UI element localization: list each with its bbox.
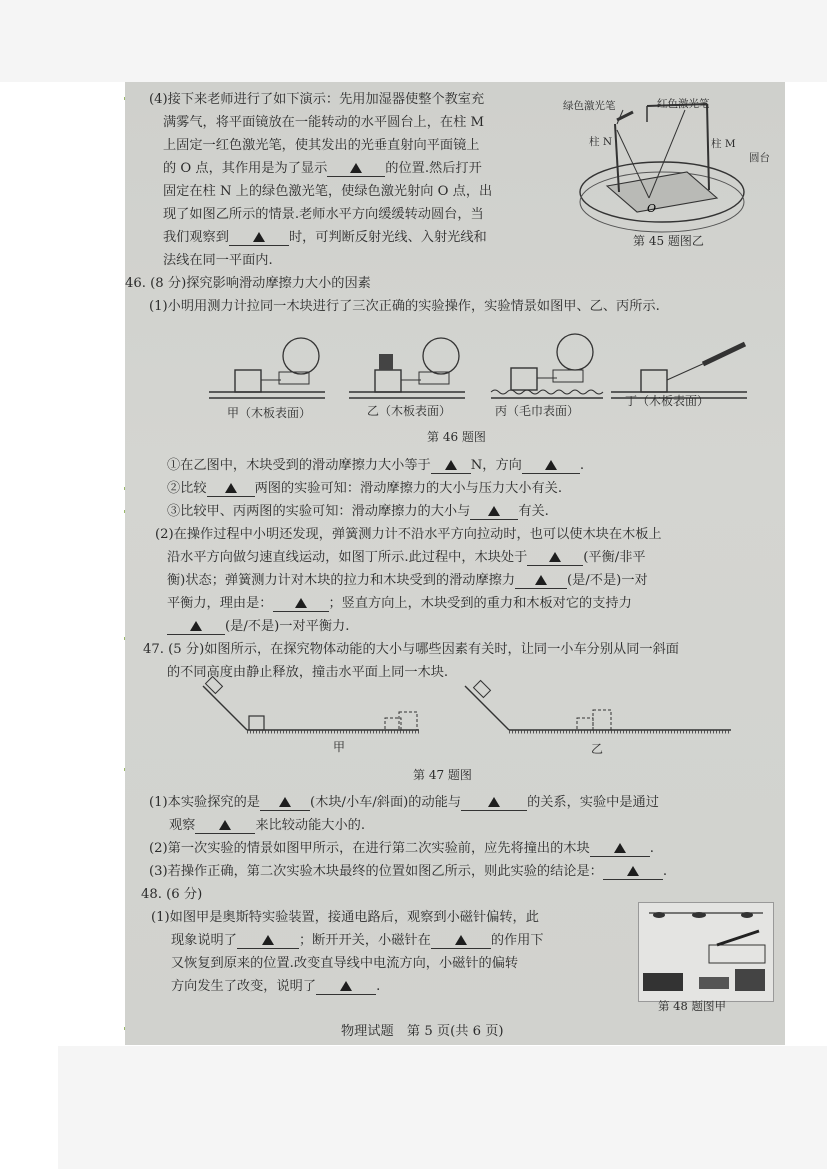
q46-text: (平衡/非平 <box>583 550 646 565</box>
q47-label-a: 甲 <box>333 740 346 754</box>
q47-text: . <box>662 864 668 879</box>
q46-text: ③比较甲、丙两图的实验可知：滑动摩擦力的大小与 <box>167 504 471 519</box>
q45-line-5: 固定在柱 N 上的绿色激光笔，使绿色激光射向 O 点，出 <box>163 184 493 199</box>
q48-text: 的作用下 <box>490 933 544 948</box>
answer-triangle-icon <box>614 843 626 853</box>
setup-b <box>349 338 465 398</box>
answer-triangle-icon <box>340 981 352 991</box>
q45-text: 时，可判断反射光线、入射光线和 <box>288 230 487 245</box>
answer-triangle-icon <box>225 483 237 493</box>
q47-line-1: 47. (5 分)如图所示，在探究物体动能的大小与哪些因素有关时，让同一小车分别从同一斜面 <box>143 642 679 657</box>
answer-triangle-icon <box>488 506 500 516</box>
answer-blank[interactable] <box>431 934 491 949</box>
q45-line-4 <box>163 157 482 180</box>
pillar-m-label: 柱 M <box>711 138 736 150</box>
q46-header: 46. (8 分)探究影响滑动摩擦力大小的因素 <box>125 276 371 291</box>
red-laser-label: 红色激光笔 <box>657 98 710 110</box>
q48-line-3: 又恢复到原来的位置.改变直导线中电流方向，小磁针的偏转 <box>171 956 519 971</box>
q45-figure <box>567 94 767 244</box>
q47-text: 来比较动能大小的. <box>255 818 366 833</box>
answer-blank[interactable] <box>260 796 310 811</box>
q46-text: 两图的实验可知：滑动摩擦力的大小与压力大小有关. <box>254 481 563 496</box>
q45-line-3: 上固定一红色激光笔，使其发出的光垂直射向平面镜上 <box>163 138 480 153</box>
q46-label-c: 丙（毛巾表面） <box>495 404 580 418</box>
bottom-margin-band <box>58 1046 827 1169</box>
answer-blank[interactable] <box>590 842 650 857</box>
answer-triangle-icon <box>253 232 265 242</box>
q48-line-4 <box>171 975 380 998</box>
q47-caption: 第 47 题图 <box>413 768 472 782</box>
q48-caption: 第 48 题图甲 <box>658 999 726 1013</box>
q48-text: . <box>376 979 381 994</box>
green-laser-label: 绿色激光笔 <box>563 100 616 112</box>
q46-text: . <box>579 458 585 473</box>
top-margin-band <box>0 0 827 82</box>
q45-line-7 <box>163 226 487 249</box>
q46-part2-line-4 <box>167 592 632 615</box>
q45-line-8: 法线在同一平面内. <box>163 253 273 268</box>
q45-text: 我们观察到 <box>163 230 229 245</box>
answer-triangle-icon <box>295 598 307 608</box>
answer-blank[interactable] <box>470 505 518 520</box>
q46-text: 沿水平方向做匀速直线运动，如图丁所示.此过程中，木块处于 <box>167 550 528 565</box>
q46-text: 衡)状态；弹簧测力计对木块的拉力和木块受到的滑动摩擦力 <box>167 573 516 588</box>
q46-part2-line-1: (2)在操作过程中小明还发现，弹簧测力计不沿水平方向拉动时，也可以使木块在木板上 <box>155 527 662 542</box>
q47-figure <box>199 680 739 750</box>
answer-triangle-icon <box>445 460 457 470</box>
q46-label-d: 丁（木板表面） <box>625 394 710 408</box>
point-o-label: O <box>647 202 657 215</box>
q47-label-b: 乙 <box>591 742 604 756</box>
q45-line-1: (4)接下来老师进行了如下演示：先用加湿器使整个教室充 <box>149 92 485 107</box>
answer-triangle-icon <box>535 575 547 585</box>
q46-text: ①在乙图中，木块受到的滑动摩擦力大小等于 <box>167 458 431 473</box>
answer-triangle-icon <box>545 460 557 470</box>
answer-triangle-icon <box>219 820 231 830</box>
q47-sub-2 <box>149 837 654 860</box>
q47-text: (木块/小车/斜面)的动能与 <box>310 795 462 810</box>
answer-triangle-icon <box>279 797 291 807</box>
q46-text: (是/不是)一对 <box>567 573 648 588</box>
answer-triangle-icon <box>488 797 500 807</box>
q47-sub-3 <box>149 860 667 883</box>
q45-line-6: 现了如图乙所示的情景.老师水平方向缓缓转动圆台，当 <box>163 207 484 222</box>
answer-blank[interactable] <box>316 980 376 995</box>
answer-blank[interactable] <box>195 819 255 834</box>
q48-text: ；断开开关，小磁针在 <box>298 933 431 948</box>
q47-text: 的关系，实验中是通过 <box>527 795 659 810</box>
answer-blank[interactable] <box>603 865 663 880</box>
q46-text: (是/不是)一对平衡力. <box>225 619 350 634</box>
q47-text: (1)本实验探究的是 <box>149 795 260 810</box>
answer-blank[interactable] <box>229 231 289 246</box>
answer-blank[interactable] <box>237 934 299 949</box>
q46-caption: 第 46 题图 <box>427 430 486 444</box>
q47-line-2: 的不同高度由静止释放，撞击水平面上同一木块. <box>167 665 449 680</box>
answer-blank[interactable] <box>327 162 385 177</box>
answer-blank[interactable] <box>522 459 580 474</box>
answer-blank[interactable] <box>167 620 225 635</box>
q48-figure <box>638 902 774 1002</box>
q46-part2-line-3 <box>167 569 648 592</box>
q46-sub-2 <box>167 477 562 500</box>
q46-text: N，方向 <box>470 458 522 473</box>
q46-part2-line-5 <box>167 615 349 638</box>
setup-a <box>209 338 325 398</box>
answer-blank[interactable] <box>461 796 527 811</box>
q46-label-b: 乙（木板表面） <box>367 404 452 418</box>
q47-text: (3)若操作正确，第二次实验木块最终的位置如图乙所示，则此实验的结论是： <box>149 864 603 879</box>
answer-triangle-icon <box>455 935 467 945</box>
setup-d <box>611 344 747 398</box>
oersted-apparatus <box>639 903 773 1001</box>
answer-triangle-icon <box>350 163 362 173</box>
ramp-a <box>203 677 419 732</box>
q46-text: 有关. <box>518 504 549 519</box>
exam-page-photo <box>125 82 785 1045</box>
q45-text: 的位置.然后打开 <box>385 161 482 176</box>
q47-text: (2)第一次实验的情景如图甲所示，在进行第二次实验前，应先将撞出的木块 <box>149 841 590 856</box>
q46-intro: (1)小明用测力计拉同一木块进行了三次正确的实验操作，实验情景如图甲、乙、丙所示. <box>149 299 660 314</box>
q47-sub-1 <box>149 791 659 814</box>
answer-triangle-icon <box>627 866 639 876</box>
answer-blank[interactable] <box>207 482 255 497</box>
q48-text: 现象说明了 <box>171 933 237 948</box>
pillar-n-label: 柱 N <box>589 136 613 148</box>
q45-line-2: 满雾气，将平面镜放在一能转动的水平圆台上，在柱 M <box>163 115 485 130</box>
q46-part2-line-2 <box>167 546 646 569</box>
q46-sub-3 <box>167 500 549 523</box>
q48-line-2 <box>171 929 544 952</box>
page-footer: 物理试题 第 5 页(共 6 页) <box>341 1024 504 1039</box>
answer-triangle-icon <box>262 935 274 945</box>
answer-blank[interactable] <box>515 574 567 589</box>
q47-text: 观察 <box>169 818 196 833</box>
q48-line-1: (1)如图甲是奥斯特实验装置，接通电路后，观察到小磁针偏转，此 <box>151 910 539 925</box>
answer-triangle-icon <box>549 552 561 562</box>
q47-sub-1b <box>169 814 365 837</box>
q46-text: 平衡力，理由是： <box>167 596 273 611</box>
answer-blank[interactable] <box>527 551 583 566</box>
q46-label-a: 甲（木板表面） <box>227 406 312 420</box>
q48-text: 方向发生了改变，说明了 <box>171 979 317 994</box>
q45-text: 的 O 点，其作用是为了显示 <box>163 161 328 176</box>
setup-c <box>491 334 603 398</box>
q46-text: ；竖直方向上，木块受到的重力和木板对它的支持力 <box>328 596 632 611</box>
ramp-b <box>465 681 731 732</box>
q46-sub-1 <box>167 454 584 477</box>
q45-caption: 第 45 题图乙 <box>633 234 704 248</box>
platform-label: 圆台 <box>749 152 770 164</box>
q46-text: ②比较 <box>167 481 207 496</box>
answer-triangle-icon <box>190 621 202 631</box>
answer-blank[interactable] <box>431 459 471 474</box>
q47-text: . <box>649 841 654 856</box>
answer-blank[interactable] <box>273 597 329 612</box>
q48-header: 48. (6 分) <box>141 887 203 902</box>
